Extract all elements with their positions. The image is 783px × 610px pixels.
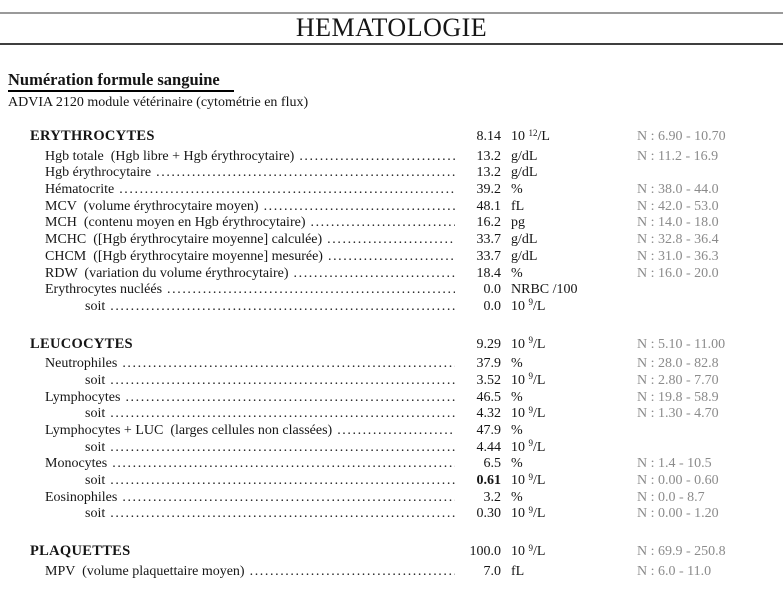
- reference-range: N : 6.0 - 11.0: [637, 563, 712, 579]
- result-value: 16.2: [476, 215, 501, 231]
- result-row: [30, 232, 763, 249]
- unit-superscript: 9: [528, 404, 533, 415]
- result-value: 18.4: [476, 265, 501, 281]
- section-label: ERYTHROCYTES: [30, 128, 155, 144]
- document-title: HEMATOLOGIE: [295, 13, 488, 42]
- dot-leader: [305, 215, 455, 231]
- unit-superscript: 9: [528, 504, 533, 515]
- result-row: [30, 165, 763, 182]
- result-value: 0.0: [483, 298, 501, 314]
- unit-base: 10: [511, 406, 529, 422]
- result-row: [30, 182, 763, 199]
- unit-base: 10: [511, 298, 529, 314]
- parameter-label: soit: [85, 473, 106, 489]
- result-value: 33.7: [476, 248, 501, 264]
- result-value: 13.2: [476, 148, 501, 164]
- dot-leader: [105, 299, 455, 315]
- section-label: LEUCOCYTES: [30, 335, 133, 352]
- dot-leader: [289, 266, 456, 282]
- result-unit: [501, 390, 637, 406]
- result-value: 7.0: [483, 563, 501, 579]
- unit-base: 10: [511, 336, 529, 352]
- result-group: [30, 128, 763, 316]
- result-value: 13.2: [476, 165, 501, 181]
- reference-range: N : 38.0 - 44.0: [637, 182, 719, 198]
- unit-base: %: [511, 389, 523, 405]
- dot-leader: [105, 506, 455, 522]
- result-unit: [501, 490, 637, 506]
- parameter-label: soit: [85, 372, 106, 388]
- parameter-label: RDW (variation du volume érythrocytaire): [45, 265, 289, 281]
- reference-range: N : 69.9 - 250.8: [637, 544, 726, 560]
- reference-range: N : 5.10 - 11.00: [637, 336, 726, 352]
- unit-base: %: [511, 423, 523, 438]
- result-row: [30, 215, 763, 232]
- result-group: [30, 543, 763, 580]
- unit-base: %: [511, 356, 523, 372]
- result-unit: [501, 282, 637, 298]
- result-value: 47.9: [476, 423, 501, 438]
- unit-base: 10: [511, 544, 529, 560]
- result-unit: [501, 406, 637, 422]
- result-unit: [501, 473, 637, 489]
- unit-superscript: 9: [528, 438, 533, 449]
- reference-range: N : 31.0 - 36.3: [637, 248, 719, 264]
- unit-denominator: /L: [533, 439, 546, 455]
- reference-range: N : 28.0 - 82.8: [637, 356, 719, 372]
- result-unit: [501, 129, 637, 145]
- reference-range: N : 2.80 - 7.70: [637, 372, 719, 388]
- reference-range: N : 16.0 - 20.0: [637, 265, 719, 281]
- parameter-label: Erythrocytes nucléés: [45, 282, 163, 298]
- result-value: 3.52: [476, 372, 501, 388]
- reference-range: N : 19.8 - 58.9: [637, 389, 719, 405]
- unit-base: %: [511, 182, 523, 198]
- parameter-label: MCH (contenu moyen en Hgb érythrocytaire): [45, 215, 306, 231]
- unit-base: %: [511, 489, 523, 505]
- unit-base: 10: [511, 129, 529, 144]
- result-row: [30, 406, 763, 423]
- result-value: 0.61: [476, 473, 501, 489]
- dot-leader: [322, 232, 455, 248]
- section-heading-wrap: [8, 70, 783, 92]
- unit-superscript: 9: [528, 542, 533, 553]
- result-unit: [501, 456, 637, 472]
- parameter-label: Neutrophiles: [45, 356, 118, 372]
- parameter-label: MPV (volume plaquettaire moyen): [45, 563, 245, 579]
- result-unit: [501, 440, 637, 456]
- unit-base: 10: [511, 439, 529, 455]
- result-unit: [501, 564, 637, 580]
- result-row: [30, 423, 763, 440]
- parameter-label: Eosinophiles: [45, 489, 118, 505]
- unit-superscript: 9: [528, 371, 533, 382]
- result-value: 4.32: [476, 406, 501, 422]
- dot-leader: [259, 199, 455, 215]
- result-row: [30, 506, 763, 523]
- result-row: [30, 373, 763, 390]
- unit-superscript: 12: [528, 127, 538, 138]
- unit-superscript: 9: [528, 335, 533, 346]
- dot-leader: [105, 373, 455, 389]
- dot-leader: [332, 423, 455, 439]
- result-value: 8.14: [476, 129, 501, 144]
- unit-base: %: [511, 265, 523, 281]
- unit-base: 10: [511, 372, 529, 388]
- result-unit: [501, 199, 637, 215]
- reference-range: N : 6.90 - 10.70: [637, 129, 726, 144]
- parameter-label: soit: [85, 406, 106, 422]
- result-value: 37.9: [476, 356, 501, 372]
- result-group: [30, 336, 763, 524]
- unit-base: 10: [511, 506, 529, 522]
- result-value: 0.30: [476, 506, 501, 522]
- unit-base: g/dL: [511, 248, 538, 264]
- dot-leader: [117, 356, 455, 372]
- result-unit: [501, 249, 637, 265]
- dot-leader: [117, 490, 455, 506]
- unit-base: NRBC /100: [511, 282, 578, 298]
- dot-leader: [120, 390, 455, 406]
- section-label: PLAQUETTES: [30, 543, 131, 560]
- result-row: [30, 282, 763, 299]
- reference-range: N : 42.0 - 53.0: [637, 198, 719, 214]
- header-bottom-rule: [0, 43, 783, 45]
- result-unit: [501, 506, 637, 522]
- unit-denominator: /L: [533, 544, 546, 560]
- parameter-label: Monocytes: [45, 456, 108, 472]
- result-row: [30, 440, 763, 457]
- result-unit: [501, 182, 637, 198]
- unit-denominator: /L: [533, 298, 546, 314]
- unit-denominator: /L: [533, 506, 546, 522]
- dot-leader: [162, 282, 455, 298]
- result-value: 48.1: [476, 198, 501, 214]
- result-unit: [501, 165, 637, 181]
- result-value: 39.2: [476, 182, 501, 198]
- parameter-label: Lymphocytes: [45, 389, 121, 405]
- reference-range: N : 0.00 - 0.60: [637, 473, 719, 489]
- result-row: [30, 266, 763, 283]
- unit-denominator: /L: [533, 473, 546, 489]
- parameter-label: Hématocrite: [45, 182, 115, 198]
- result-unit: [501, 373, 637, 389]
- result-value: 0.0: [483, 282, 501, 298]
- result-row: [30, 199, 763, 216]
- result-row: [30, 249, 763, 266]
- dot-leader: [151, 165, 455, 181]
- unit-denominator: /L: [533, 372, 546, 388]
- result-row: [30, 390, 763, 407]
- result-value: 4.44: [476, 439, 501, 455]
- reference-range: N : 32.8 - 36.4: [637, 232, 719, 248]
- parameter-label: Lymphocytes + LUC (larges cellules non classées): [45, 423, 333, 438]
- result-unit: [501, 232, 637, 248]
- parameter-label: soit: [85, 506, 106, 522]
- results-table: [30, 128, 763, 581]
- result-unit: [501, 266, 637, 282]
- reference-range: N : 1.30 - 4.70: [637, 406, 719, 422]
- unit-base: fL: [511, 198, 525, 214]
- unit-superscript: 9: [528, 297, 533, 308]
- result-row: [30, 149, 763, 166]
- result-value: 6.5: [483, 456, 501, 472]
- unit-base: fL: [511, 563, 525, 579]
- reference-range: N : 0.0 - 8.7: [637, 489, 705, 505]
- section-row: [30, 543, 763, 560]
- section-row: [30, 336, 763, 353]
- parameter-label: MCHC ([Hgb érythrocytaire moyenne] calculée): [45, 232, 323, 248]
- dot-leader: [105, 473, 455, 489]
- dot-leader: [105, 440, 455, 456]
- result-unit: [501, 149, 637, 165]
- result-row: [30, 490, 763, 507]
- parameter-label: MCV (volume érythrocytaire moyen): [45, 198, 259, 214]
- section-row: [30, 128, 763, 145]
- parameter-label: soit: [85, 298, 106, 314]
- result-row: [30, 473, 763, 490]
- result-value: 100.0: [469, 544, 501, 560]
- result-unit: [501, 544, 637, 560]
- result-value: 9.29: [476, 336, 501, 352]
- dot-leader: [245, 564, 455, 580]
- section-heading: Numération formule sanguine: [8, 70, 234, 92]
- unit-base: 10: [511, 473, 529, 489]
- result-unit: [501, 337, 637, 353]
- result-value: 46.5: [476, 389, 501, 405]
- result-unit: [501, 423, 637, 439]
- result-row: [30, 456, 763, 473]
- unit-base: g/dL: [511, 232, 538, 248]
- result-row: [30, 299, 763, 316]
- parameter-label: Hgb totale (Hgb libre + Hgb érythrocytaire): [45, 148, 295, 164]
- dot-leader: [294, 149, 455, 165]
- parameter-label: CHCM ([Hgb érythrocytaire moyenne] mesurée): [45, 248, 323, 264]
- parameter-label: Hgb érythrocytaire: [45, 165, 152, 181]
- dot-leader: [323, 249, 455, 265]
- reference-range: N : 0.00 - 1.20: [637, 506, 719, 522]
- result-unit: [501, 215, 637, 231]
- result-value: 33.7: [476, 232, 501, 248]
- reference-range: N : 1.4 - 10.5: [637, 456, 712, 472]
- unit-denominator: /L: [533, 336, 546, 352]
- result-row: [30, 356, 763, 373]
- unit-superscript: 9: [528, 471, 533, 482]
- result-unit: [501, 299, 637, 315]
- unit-denominator: /L: [537, 129, 550, 144]
- unit-base: g/dL: [511, 165, 538, 181]
- result-unit: [501, 356, 637, 372]
- dot-leader: [105, 406, 455, 422]
- dot-leader: [107, 456, 455, 472]
- unit-denominator: /L: [533, 406, 546, 422]
- dot-leader: [114, 182, 455, 198]
- result-row: [30, 564, 763, 581]
- reference-range: N : 14.0 - 18.0: [637, 215, 719, 231]
- analyzer-subtitle: ADVIA 2120 module vétérinaire (cytométrie en flux): [8, 95, 309, 110]
- parameter-label: soit: [85, 439, 106, 455]
- unit-base: %: [511, 456, 523, 472]
- reference-range: N : 11.2 - 16.9: [637, 148, 719, 164]
- unit-base: pg: [511, 215, 525, 231]
- result-value: 3.2: [483, 489, 501, 505]
- unit-base: g/dL: [511, 148, 538, 164]
